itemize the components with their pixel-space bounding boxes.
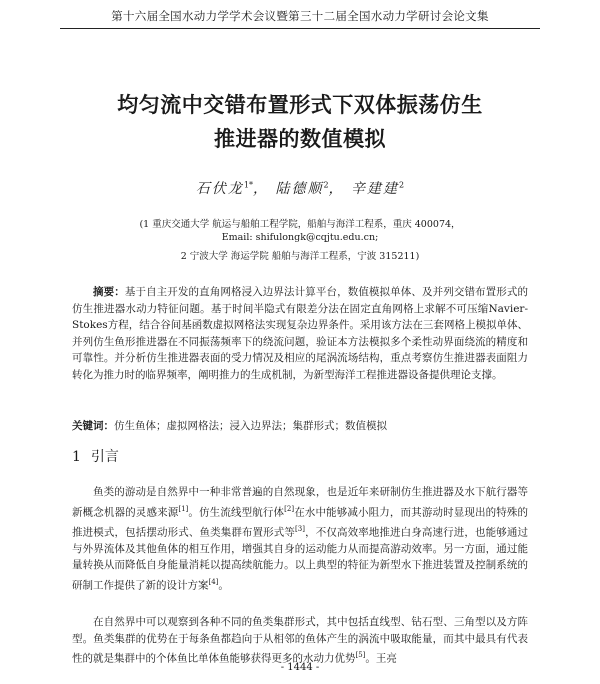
abstract-text: 基于自主开发的直角网格浸入边界法计算平台，数值模拟单体、及并列交错布置形式的仿生推进器水动力特征问题。基于时间半隐式有限差分法在固定直角网格上求解不可压缩Navier-Stokes方程，结合谷间基函数虚拟网格法实现复杂边界条件。采用该方法在三套网格上模拟单体、并列仿生鱼形推进器在不同振荡频率下的绕流问题，验证本方法模拟多个柔性动界面绕流的精度和可靠性。并分析仿生推进器表面的受力情况及相应的尾涡流场结构，重点考察仿生推进器表面阻力转化为推力时的临界频率，阐明推力的生成机制，为新型海洋工程推进器设备提供理论支撑。: [72, 286, 529, 381]
paragraph-text: [72, 484, 528, 594]
section-number: 1: [72, 449, 81, 465]
title-line-2: 推进器的数值模拟: [214, 127, 386, 151]
citation-ref: [1]: [178, 504, 189, 513]
author-list: 石伏龙$^{1*}$， 陆德顺$^2$， 辛建建$^2$: [195, 180, 405, 197]
affiliation-email: Email: shifulongk@cqjtu.edu.cn;: [221, 232, 379, 243]
text-run: 在水中能够减小阻力，而其游动时显现出的特殊的推进模式，包括摆动形式、鱼类集群布置形式等: [72, 506, 529, 539]
title-line-1: 均匀流中交错布置形式下双体振荡仿生: [117, 93, 483, 117]
page-number: - 1444 -: [280, 662, 320, 673]
affiliation-line-1: (1 重庆交通大学 航运与船舶工程学院，船舶与海洋工程系，重庆 400074，: [139, 219, 461, 230]
section-heading: [72, 446, 129, 466]
author-name: 辛建建: [351, 181, 399, 197]
affiliation-line-2: 2 宁波大学 海运学院 船舶与海洋工程系，宁波 315211): [180, 251, 420, 262]
author-name: 石伏龙: [195, 181, 244, 197]
text-run: 在自然界中可以观察到各种不同的鱼类集群形式，其中包括直线型、钻石型、三角型以及方阵型。鱼类集群的优势在于每条鱼都趋向于从相邻的鱼体产生的涡流中吸取能量，而其中最具有代表性的就是集群中的个体鱼比单体鱼能够获得更多的水动力优势: [72, 616, 528, 665]
keywords-text: 仿生鱼体；虚拟网格法；浸入边界法；集群形式；数值模拟: [114, 420, 387, 432]
paper-title: [40, 88, 560, 156]
paragraph-text: [72, 614, 528, 667]
citation-ref: [2]: [284, 504, 295, 513]
body-paragraph-1: [72, 484, 528, 594]
header-rule: [60, 28, 540, 29]
body-paragraph-2: [72, 614, 528, 667]
text-run: 。王亮: [365, 652, 397, 665]
text-run: 鱼类的游动是自然界中一种非常普遍的自然现象，也是近年来研制仿生推进器及水下航行器等新概念机器的灵感来源: [72, 486, 528, 519]
abstract: [72, 284, 528, 384]
keywords-label: 关键词：: [72, 420, 114, 432]
citation-ref: [5]: [355, 651, 366, 660]
running-header: 第十六届全国水动力学学术会议暨第三十二届全国水动力学研讨会论文集: [111, 9, 489, 23]
author-mark: 2: [399, 180, 405, 190]
text-run: ，不仅高效率地推进白身高速行进，也能够通过与外界流体及其他鱼体的相互作用，增强其自身的运动能力从而提高游动效率。另一方面，通过能量转换从而降低自身能量消耗以提高续航能力。以上典型的特征为新型水下推进装置及控制系统的研制工作提供了新的设计方案: [72, 526, 529, 592]
author-name: 陆德顺: [275, 181, 324, 197]
keywords: [72, 418, 528, 433]
abstract-label: 摘要：: [93, 286, 125, 298]
text-run: 。仿生流线型航行体: [188, 506, 285, 519]
author-mark: 2: [323, 180, 329, 190]
author-mark: 1*: [243, 180, 253, 190]
citation-ref: [4]: [208, 577, 219, 586]
section-title: 引言: [90, 449, 119, 465]
text-run: 。: [218, 579, 229, 592]
citation-ref: [3]: [295, 524, 305, 533]
